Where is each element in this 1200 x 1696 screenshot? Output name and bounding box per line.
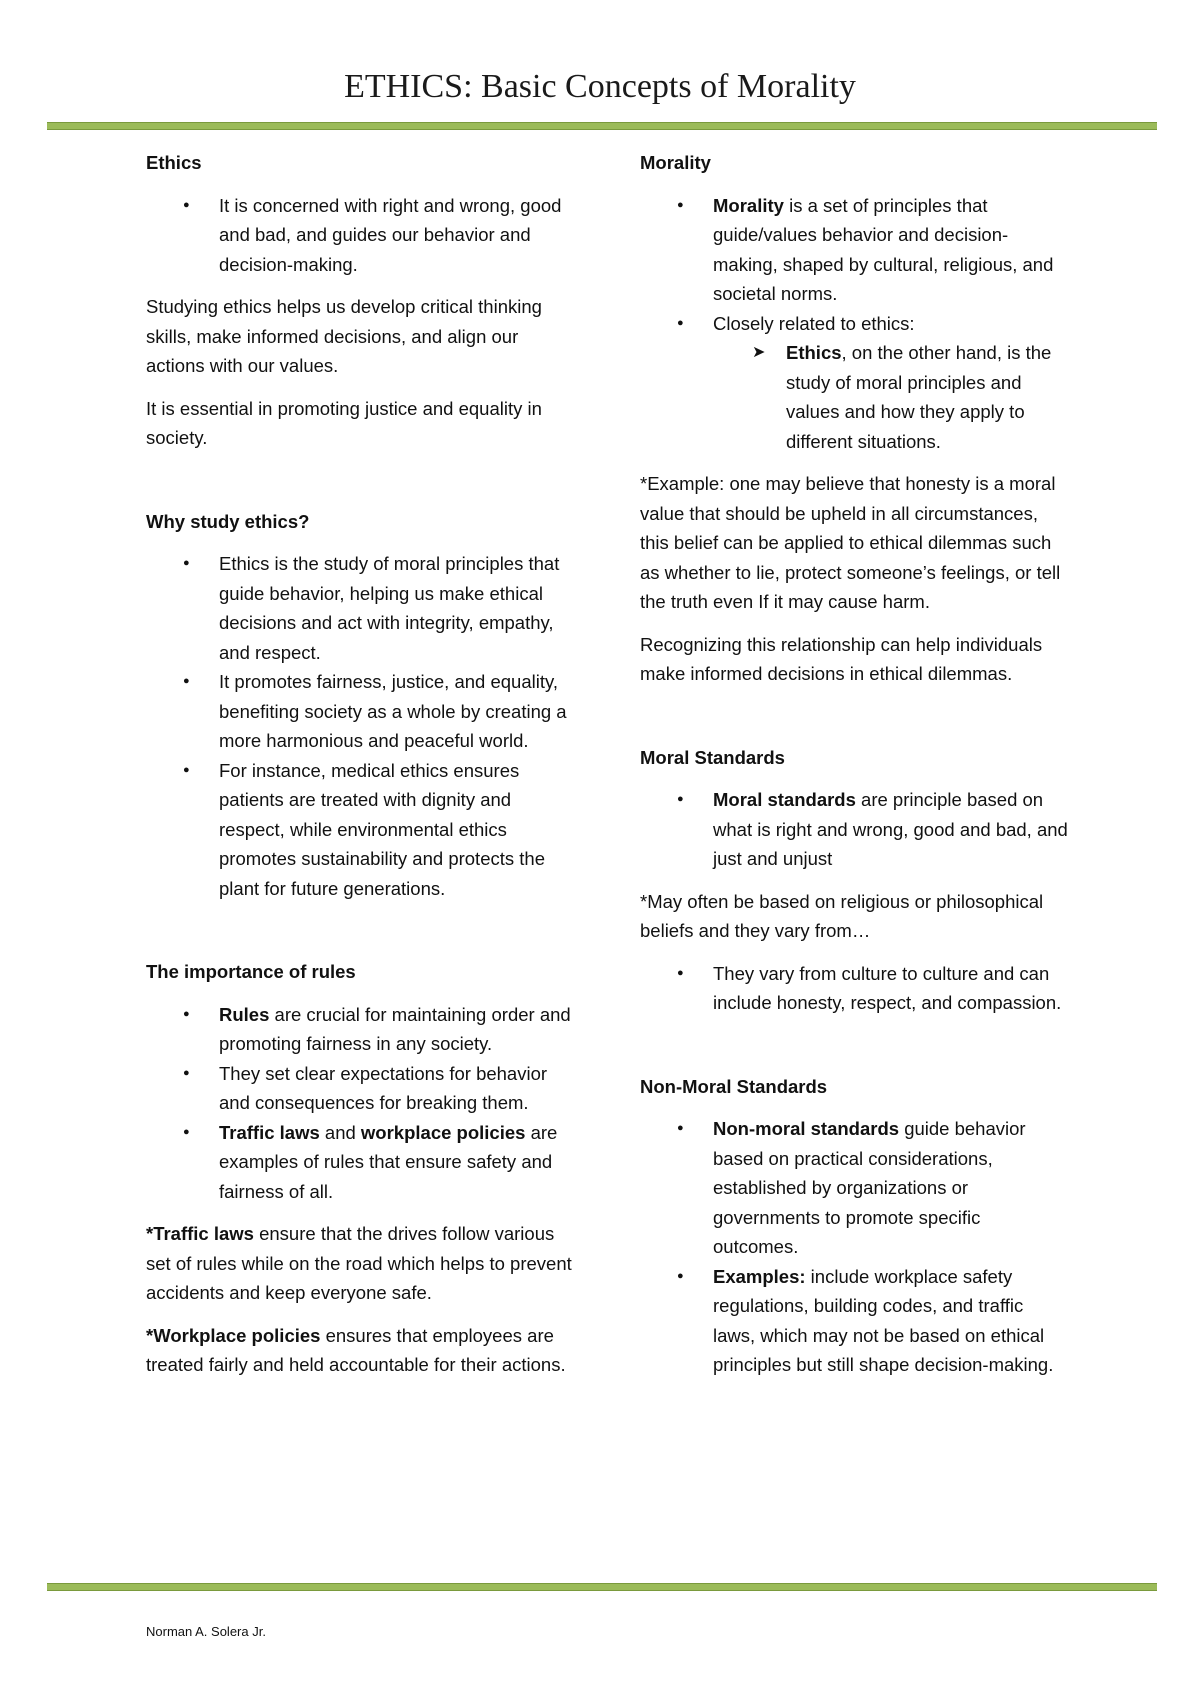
traffic-laws-note: *Traffic laws ensure that the drives follow various set of rules while on the road which helps to prevent accidents and keep everyone safe. [146, 1223, 572, 1303]
list-item: ● It promotes fairness, justice, and equality, benefiting society as a whole by creating a more harmonious and peaceful world. [219, 667, 576, 756]
ethics-paragraph: Studying ethics helps us develop critical thinking skills, make informed decisions, and align our actions with our values. [146, 296, 542, 376]
list-item: ● Rules are crucial for maintaining order and promoting fairness in any society. [219, 1000, 576, 1059]
moral-standards-note: *May often be based on religious or philosophical beliefs and they vary from… [640, 890, 1044, 941]
recognizing-paragraph: Recognizing this relationship can help individuals make informed decisions in ethical dilemmas. [640, 633, 1043, 684]
morality-list [640, 191, 1070, 339]
list-item: ➤ Ethics, on the other hand, is the study of moral principles and values and how they apply to different situations. [786, 338, 1070, 456]
list-item: ● Ethics is the study of moral principles that guide behavior, helping us make ethical decisions and act with integrity, empathy, and respect. [219, 549, 576, 667]
ethics-list [146, 191, 576, 280]
footer-divider [47, 1583, 1157, 1591]
ethics-paragraph: It is essential in promoting justice and equality in society. [146, 397, 542, 448]
moral-standards-heading: Moral Standards [640, 746, 785, 768]
why-study-list [146, 549, 576, 903]
list-item: ● Moral standards are principle based on what is right and wrong, good and bad, and just and unjust [713, 785, 1070, 874]
example-paragraph: *Example: one may believe that honesty is a moral value that should be upheld in all circumstances, this belief can be applied to ethical dilemmas such as whether to lie, protect someone’s feelings, or tell the truth even If it may cause harm. [640, 473, 1061, 612]
left-column [146, 148, 576, 1380]
list-item: ● Non-moral standards guide behavior based on practical considerations, established by organizations or governments to promote specific outcomes. [713, 1114, 1070, 1262]
moral-standards-list [640, 785, 1070, 874]
workplace-policies-note: *Workplace policies ensures that employees are treated fairly and held accountable for their actions. [146, 1324, 566, 1375]
list-item: ● Traffic laws and workplace policies are examples of rules that ensure safety and fairness of all. [219, 1118, 576, 1207]
morality-sublist [640, 338, 1070, 456]
list-item: ● It is concerned with right and wrong, good and bad, and guides our behavior and decision-making. [219, 191, 576, 280]
list-item: ● They set clear expectations for behavior and consequences for breaking them. [219, 1059, 576, 1118]
rules-list [146, 1000, 576, 1207]
list-item: ● Morality is a set of principles that guide/values behavior and decision-making, shaped by cultural, religious, and societal norms. [713, 191, 1070, 309]
arrow-bullet-icon: ➤ [752, 344, 766, 361]
author-footer: Norman A. Solera Jr. [146, 1624, 266, 1639]
list-item: ● They vary from culture to culture and can include honesty, respect, and compassion. [713, 959, 1070, 1018]
rules-heading: The importance of rules [146, 961, 356, 982]
right-column [640, 148, 1070, 1380]
non-moral-standards-heading: Non-Moral Standards [640, 1075, 828, 1097]
non-moral-standards-list [640, 1114, 1070, 1380]
why-study-heading: Why study ethics? [146, 510, 310, 532]
morality-heading: Morality [640, 152, 711, 173]
list-item: ● Closely related to ethics: [713, 309, 1070, 339]
list-item: ● For instance, medical ethics ensures patients are treated with dignity and respect, while environmental ethics promotes sustainability and protects the plant for future generations. [219, 756, 576, 904]
header-divider [47, 122, 1157, 130]
ethics-heading: Ethics [146, 152, 202, 173]
moral-standards-list-2 [640, 959, 1070, 1018]
list-item: ● Examples: include workplace safety regulations, building codes, and traffic laws, which may not be based on ethical principles but still shape decision-making. [713, 1262, 1070, 1380]
page-title: ETHICS: Basic Concepts of Morality [344, 68, 856, 105]
